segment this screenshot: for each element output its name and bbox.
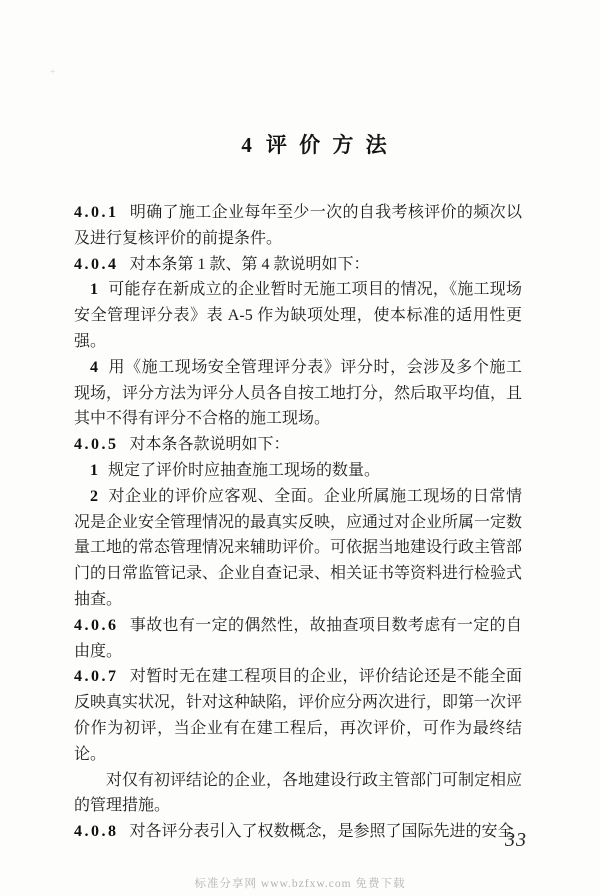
- clause-paragraph: [74, 484, 522, 613]
- chapter-title: [14, 133, 600, 157]
- clause-text: 明确了施工企业每年至少一次的自我考核评价的频次以及进行复核评价的前提条件。: [74, 204, 522, 247]
- clause-text: 对各评分表引入了权数概念，是参照了国际先进的安全: [129, 823, 514, 841]
- footer-watermark: 标准分享网 www.bzfxw.com 免费下载: [194, 878, 406, 890]
- clause-paragraph: [74, 613, 522, 665]
- clause-text: 可能存在新成立的企业暂时无施工项目的情况，《施工现场安全管理评分表》表 A-5 作为缺项处理，使本标准的适用性更强。: [74, 281, 522, 350]
- clause-list: [74, 200, 522, 845]
- clause-text: 对企业的评价应客观、全面。企业所属施工现场的日常情况是企业安全管理情况的最真实反映，应通过对企业所属一定数量工地的常态管理情况来辅助评价。可依据当地建设行政主管部门的日常监管记录、企业自查记录、相关证书等资料进行检验式抽查。: [74, 487, 523, 608]
- clause-paragraph: [74, 252, 522, 278]
- scan-artifact-mark: +: [50, 67, 56, 78]
- clause-text: 对本条各款说明如下：: [129, 436, 290, 454]
- clause-number: 2: [90, 487, 98, 505]
- clause-number: 1: [90, 281, 98, 299]
- clause-text: 对暂时无在建工程项目的企业，评价结论还是不能全面反映真实状况，针对这种缺陷，评价应分两次进行，即第一次评价作为初评，当企业有在建工程后，再次评价，可作为最终结论。: [74, 668, 523, 763]
- clause-text: 事故也有一定的偶然性，故抽查项目数考虑有一定的自由度。: [74, 616, 522, 660]
- clause-paragraph: [74, 819, 522, 845]
- clause-number: 4: [90, 358, 98, 376]
- clause-text: 对本条第 1 款、第 4 款说明如下：: [129, 255, 370, 273]
- chapter-name: 评 价 方 法: [265, 133, 387, 157]
- clause-paragraph: [74, 432, 522, 458]
- clause-number: 4.0.4: [74, 255, 119, 273]
- clause-number: 4.0.1: [74, 204, 119, 221]
- clause-paragraph: [74, 768, 522, 820]
- clause-number: 4.0.5: [74, 436, 119, 454]
- clause-text: 用《施工现场安全管理评分表》评分时，会涉及多个施工现场，评分方法为评分人员各自按工地打分，然后取平均值，且其中不得有评分不合格的施工现场。: [74, 358, 523, 428]
- clause-number: 1: [90, 461, 98, 479]
- clause-number: 4.0.8: [74, 823, 119, 841]
- clause-number: 4.0.6: [74, 616, 119, 634]
- clause-text: 对仅有初评结论的企业，各地建设行政主管部门可制定相应的管理措施。: [74, 771, 523, 815]
- chapter-number: 4: [241, 133, 253, 157]
- clause-paragraph: [74, 355, 522, 432]
- clause-paragraph: [74, 664, 522, 767]
- clause-number: 4.0.7: [74, 668, 119, 686]
- clause-paragraph: [74, 277, 522, 354]
- clause-paragraph: [74, 200, 522, 252]
- clause-paragraph: [74, 458, 522, 484]
- clause-text: 规定了评价时应抽查施工现场的数量。: [108, 461, 381, 479]
- page-number: 33: [505, 829, 527, 851]
